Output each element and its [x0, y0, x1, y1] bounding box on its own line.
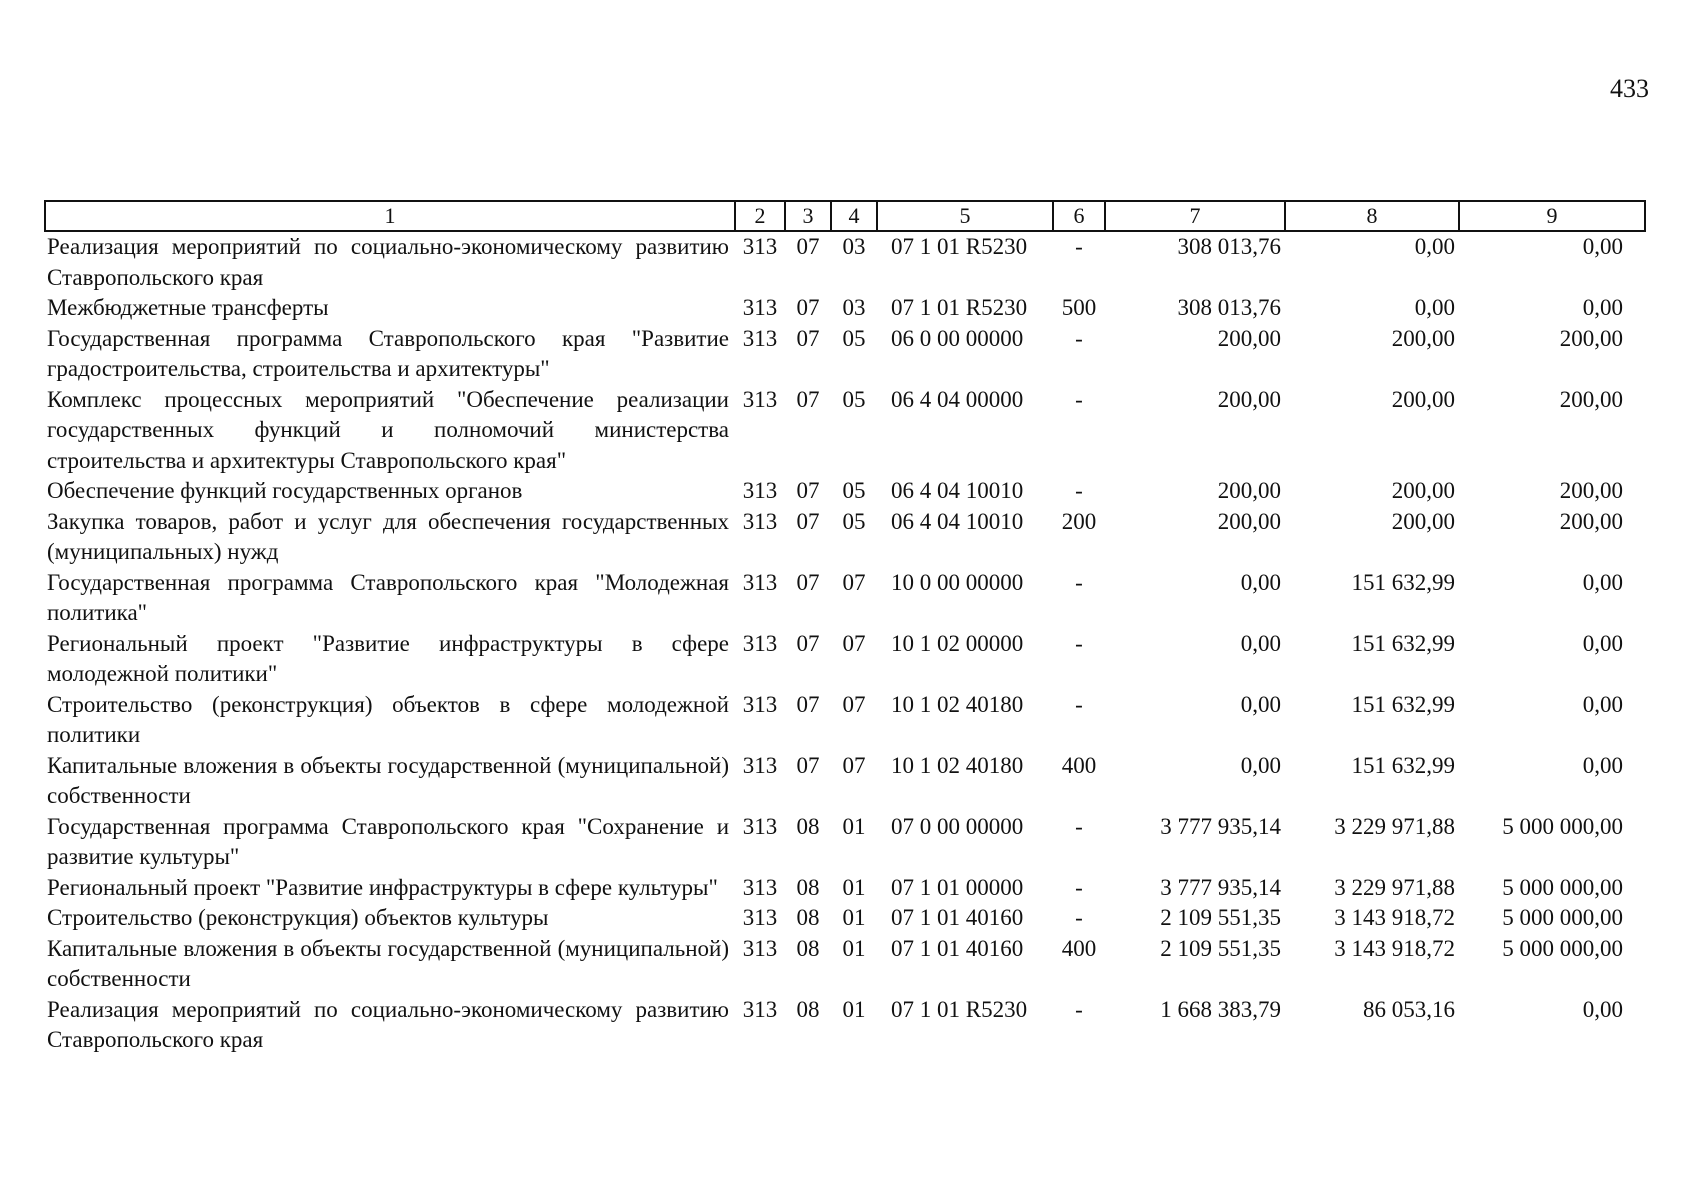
target-article-code: 07 0 00 00000	[891, 813, 1024, 839]
ministry-code: 313	[742, 478, 778, 503]
ministry-code: 313	[742, 325, 778, 351]
amount-col-8: 86 053,16	[1363, 996, 1455, 1022]
table-row	[45, 751, 1645, 812]
amount-col-8: 151 632,99	[1351, 691, 1455, 717]
ministry-code: 313	[742, 630, 778, 656]
amount-col-8: 3 143 918,72	[1334, 905, 1455, 930]
amount-col-7: 200,00	[1217, 386, 1281, 412]
column-header: 2	[735, 201, 785, 231]
amount-col-9: 0,00	[1582, 691, 1623, 717]
target-article-code: 07 1 01 R5230	[891, 295, 1028, 320]
amount-col-7: 200,00	[1217, 508, 1281, 534]
item-name: Государственная программа Ставропольского края "Молодежная политика"	[47, 569, 729, 625]
expense-type-code: 400	[1061, 935, 1097, 961]
amount-col-9: 0,00	[1582, 569, 1623, 595]
amount-col-8: 3 229 971,88	[1334, 874, 1455, 900]
table-row	[45, 293, 1645, 324]
amount-col-9: 5 000 000,00	[1502, 874, 1623, 900]
target-article-code: 10 1 02 00000	[891, 630, 1024, 656]
subsection-code: 05	[842, 386, 866, 412]
amount-col-8: 0,00	[1414, 295, 1455, 320]
item-name: Реализация мероприятий по социально-экономическому развитию Ставропольского края	[47, 996, 729, 1052]
item-name: Государственная программа Ставропольского края "Развитие градостроительства, строительства и архитектуры"	[47, 325, 729, 381]
amount-col-9: 5 000 000,00	[1502, 813, 1623, 839]
expense-type-code: -	[1075, 569, 1083, 595]
section-code: 07	[796, 508, 820, 534]
amount-col-7: 308 013,76	[1177, 234, 1281, 259]
amount-col-8: 3 229 971,88	[1334, 813, 1455, 839]
table-row	[45, 873, 1645, 904]
amount-col-8: 3 143 918,72	[1334, 935, 1455, 961]
subsection-code: 07	[842, 752, 866, 778]
amount-col-8: 151 632,99	[1351, 569, 1455, 595]
expense-type-code: -	[1075, 813, 1083, 839]
item-name: Региональный проект "Развитие инфраструктуры в сфере молодежной политики"	[47, 630, 729, 686]
subsection-code: 01	[842, 935, 866, 961]
subsection-code: 01	[842, 813, 866, 839]
expense-type-code: -	[1075, 478, 1083, 503]
amount-col-9: 0,00	[1582, 752, 1623, 778]
target-article-code: 06 0 00 00000	[891, 325, 1024, 351]
target-article-code: 07 1 01 00000	[891, 874, 1024, 900]
section-code: 08	[796, 935, 820, 961]
expense-type-code: -	[1075, 691, 1083, 717]
item-name: Комплекс процессных мероприятий "Обеспечение реализации государственных функций и полномочий министерства строительства и архитектуры Ставропольского края"	[47, 386, 729, 473]
item-name: Межбюджетные трансферты	[47, 295, 329, 320]
subsection-code: 05	[842, 508, 866, 534]
table-row	[45, 903, 1645, 934]
amount-col-9: 0,00	[1582, 630, 1623, 656]
subsection-code: 03	[842, 234, 866, 259]
expense-type-code: 500	[1061, 295, 1097, 320]
amount-col-8: 200,00	[1391, 508, 1455, 534]
expense-type-code: -	[1075, 386, 1083, 412]
page-number: 433	[1610, 74, 1649, 103]
amount-col-7: 0,00	[1240, 569, 1281, 595]
amount-col-9: 200,00	[1559, 508, 1623, 534]
ministry-code: 313	[742, 508, 778, 534]
amount-col-9: 0,00	[1582, 295, 1623, 320]
target-article-code: 10 1 02 40180	[891, 691, 1024, 717]
target-article-code: 07 1 01 40160	[891, 935, 1024, 961]
item-name: Строительство (реконструкция) объектов в сфере молодежной политики	[47, 691, 729, 747]
ministry-code: 313	[742, 691, 778, 717]
table-row	[45, 812, 1645, 873]
amount-col-8: 151 632,99	[1351, 630, 1455, 656]
section-code: 08	[796, 874, 820, 900]
column-header: 3	[785, 201, 831, 231]
amount-col-9: 5 000 000,00	[1502, 935, 1623, 961]
ministry-code: 313	[742, 874, 778, 900]
table-row	[45, 995, 1645, 1056]
expense-type-code: -	[1075, 996, 1083, 1022]
section-code: 07	[796, 386, 820, 412]
subsection-code: 03	[842, 295, 866, 320]
subsection-code: 05	[842, 325, 866, 351]
section-code: 07	[796, 295, 820, 320]
item-name: Капитальные вложения в объекты государственной (муниципальной) собственности	[47, 935, 729, 991]
amount-col-7: 308 013,76	[1177, 295, 1281, 320]
amount-col-9: 0,00	[1582, 996, 1623, 1022]
table-row	[45, 568, 1645, 629]
ministry-code: 313	[742, 295, 778, 320]
table-row	[45, 385, 1645, 477]
section-code: 07	[796, 478, 820, 503]
amount-col-7: 200,00	[1217, 325, 1281, 351]
column-header: 4	[831, 201, 877, 231]
expense-type-code: 400	[1061, 752, 1097, 778]
amount-col-7: 200,00	[1217, 478, 1281, 503]
amount-col-7: 0,00	[1240, 752, 1281, 778]
table-row	[45, 231, 1645, 293]
amount-col-7: 2 109 551,35	[1160, 905, 1281, 930]
target-article-code: 06 4 04 10010	[891, 478, 1024, 503]
budget-table	[44, 200, 1646, 1056]
amount-col-7: 0,00	[1240, 630, 1281, 656]
column-header: 7	[1105, 201, 1285, 231]
amount-col-8: 200,00	[1391, 325, 1455, 351]
subsection-code: 01	[842, 996, 866, 1022]
subsection-code: 01	[842, 905, 866, 930]
table-row	[45, 629, 1645, 690]
ministry-code: 313	[742, 996, 778, 1022]
section-code: 07	[796, 630, 820, 656]
expense-type-code: -	[1075, 325, 1083, 351]
item-name: Реализация мероприятий по социально-экономическому развитию Ставропольского края	[47, 234, 729, 290]
item-name: Строительство (реконструкция) объектов культуры	[47, 905, 549, 930]
expense-type-code: -	[1075, 234, 1083, 259]
column-header: 8	[1285, 201, 1459, 231]
amount-col-9: 0,00	[1582, 234, 1623, 259]
expense-type-code: -	[1075, 630, 1083, 656]
column-header: 6	[1053, 201, 1105, 231]
table-row	[45, 690, 1645, 751]
ministry-code: 313	[742, 752, 778, 778]
item-name: Региональный проект "Развитие инфраструктуры в сфере культуры"	[47, 874, 718, 900]
header-row	[45, 201, 1645, 231]
expense-type-code: -	[1075, 905, 1083, 930]
section-code: 07	[796, 325, 820, 351]
expense-type-code: 200	[1061, 508, 1097, 534]
section-code: 07	[796, 752, 820, 778]
subsection-code: 05	[842, 478, 866, 503]
section-code: 08	[796, 813, 820, 839]
ministry-code: 313	[742, 234, 778, 259]
amount-col-9: 200,00	[1559, 386, 1623, 412]
amount-col-7: 1 668 383,79	[1160, 996, 1281, 1022]
amount-col-8: 200,00	[1391, 386, 1455, 412]
amount-col-9: 200,00	[1559, 325, 1623, 351]
amount-col-8: 200,00	[1391, 478, 1455, 503]
expense-type-code: -	[1075, 874, 1083, 900]
amount-col-8: 151 632,99	[1351, 752, 1455, 778]
amount-col-7: 0,00	[1240, 691, 1281, 717]
item-name: Обеспечение функций государственных органов	[47, 478, 523, 503]
target-article-code: 06 4 04 10010	[891, 508, 1024, 534]
target-article-code: 07 1 01 R5230	[891, 996, 1028, 1022]
section-code: 07	[796, 234, 820, 259]
table-row	[45, 324, 1645, 385]
subsection-code: 07	[842, 630, 866, 656]
amount-col-7: 2 109 551,35	[1160, 935, 1281, 961]
ministry-code: 313	[742, 569, 778, 595]
amount-col-7: 3 777 935,14	[1160, 874, 1281, 900]
subsection-code: 01	[842, 874, 866, 900]
target-article-code: 10 0 00 00000	[891, 569, 1024, 595]
item-name: Государственная программа Ставропольского края "Сохранение и развитие культуры"	[47, 813, 729, 869]
ministry-code: 313	[742, 386, 778, 412]
column-header: 9	[1459, 201, 1645, 231]
ministry-code: 313	[742, 905, 778, 930]
column-header: 5	[877, 201, 1053, 231]
table-row	[45, 507, 1645, 568]
ministry-code: 313	[742, 935, 778, 961]
amount-col-7: 3 777 935,14	[1160, 813, 1281, 839]
section-code: 08	[796, 905, 820, 930]
target-article-code: 06 4 04 00000	[891, 386, 1024, 412]
amount-col-8: 0,00	[1414, 234, 1455, 259]
subsection-code: 07	[842, 569, 866, 595]
amount-col-9: 5 000 000,00	[1502, 905, 1623, 930]
target-article-code: 10 1 02 40180	[891, 752, 1024, 778]
item-name: Закупка товаров, работ и услуг для обеспечения государственных (муниципальных) нужд	[47, 508, 729, 564]
section-code: 07	[796, 569, 820, 595]
subsection-code: 07	[842, 691, 866, 717]
section-code: 08	[796, 996, 820, 1022]
table-row	[45, 476, 1645, 507]
ministry-code: 313	[742, 813, 778, 839]
item-name: Капитальные вложения в объекты государственной (муниципальной) собственности	[47, 752, 729, 808]
amount-col-9: 200,00	[1559, 478, 1623, 503]
section-code: 07	[796, 691, 820, 717]
table-row	[45, 934, 1645, 995]
column-header: 1	[45, 201, 735, 231]
target-article-code: 07 1 01 R5230	[891, 234, 1028, 259]
target-article-code: 07 1 01 40160	[891, 905, 1024, 930]
